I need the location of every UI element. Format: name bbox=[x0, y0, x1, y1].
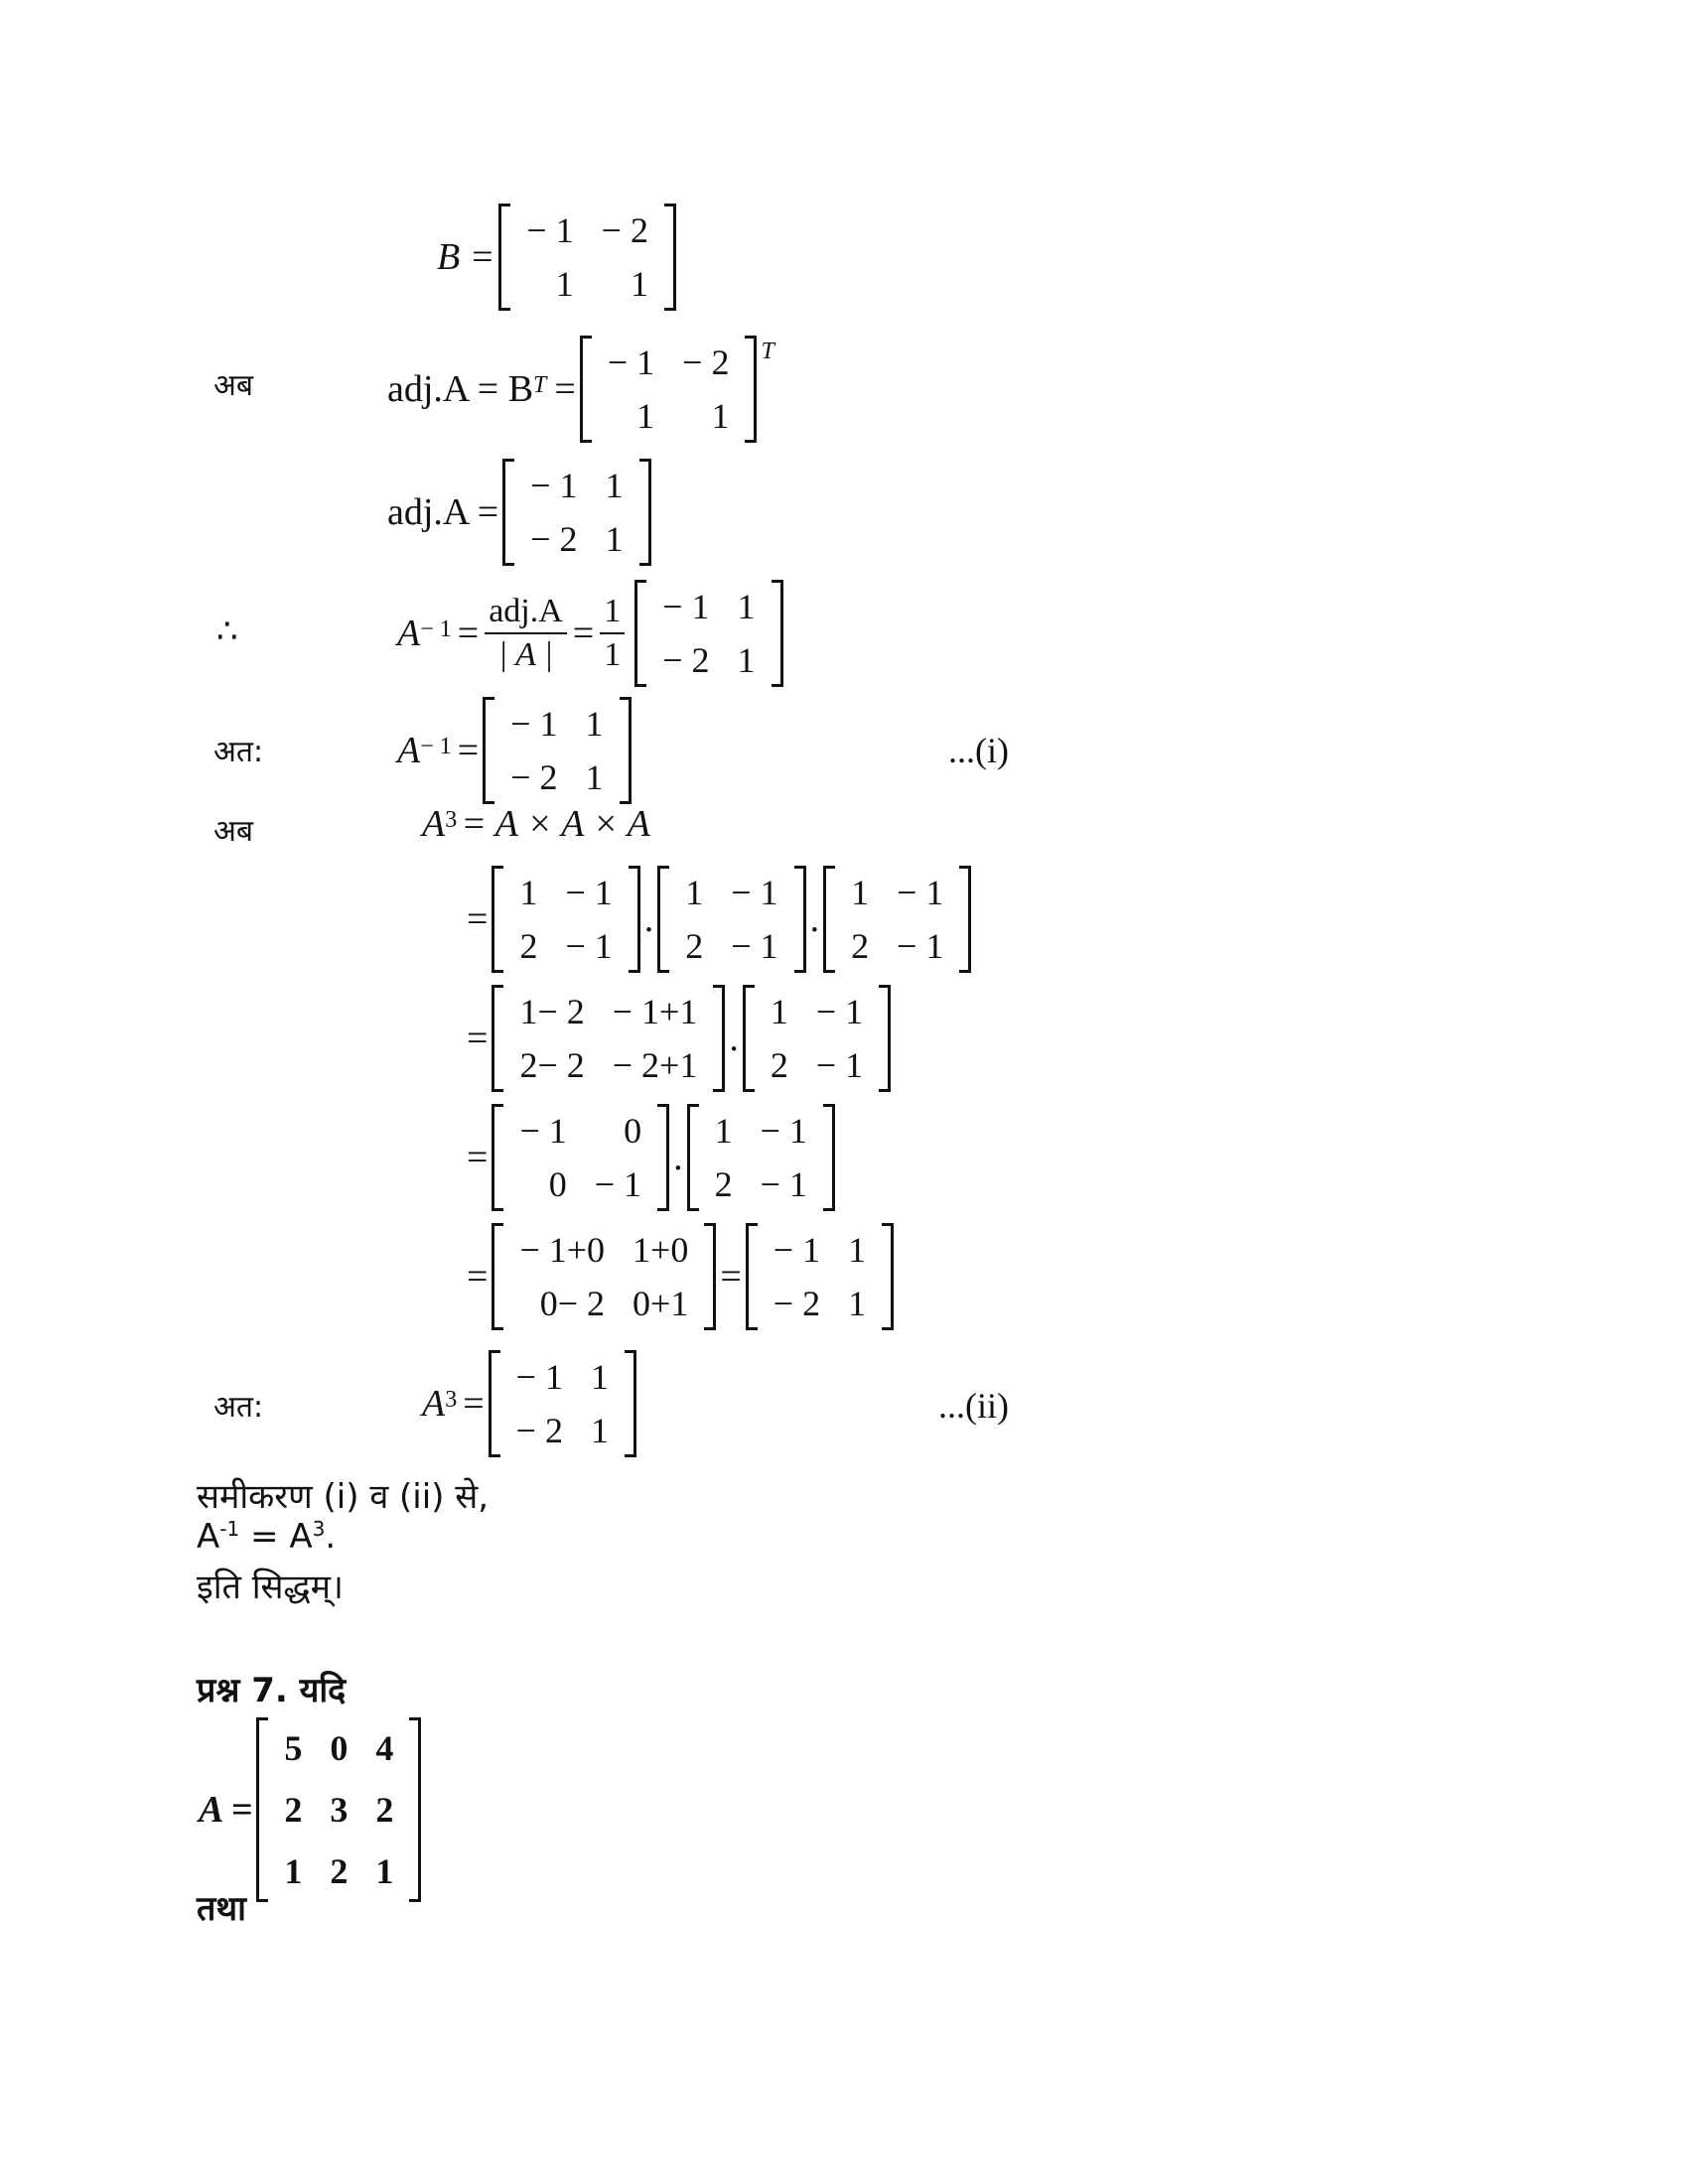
equation-number-i: ...(i) bbox=[948, 731, 1009, 770]
matrix-row bbox=[757, 1038, 877, 1092]
matrix-cell: 1 bbox=[685, 873, 704, 912]
b-lhs: B = bbox=[437, 236, 495, 278]
matrix-cell: 1 bbox=[848, 1284, 867, 1323]
matrix-table bbox=[505, 1104, 655, 1211]
matrix-row bbox=[594, 336, 744, 389]
matrix-cell: 0 bbox=[330, 1728, 349, 1768]
matrix-row bbox=[760, 1223, 880, 1277]
equation-number-ii: ...(ii) bbox=[938, 1386, 1009, 1426]
matrix-step4-sum bbox=[492, 1223, 716, 1330]
matrix-table bbox=[594, 336, 744, 443]
matrix-cell: 2 bbox=[375, 1790, 394, 1830]
matrix-cell: − 2 bbox=[682, 342, 730, 382]
matrix-cell: 2 bbox=[685, 926, 704, 966]
matrix-cell: 1 bbox=[770, 992, 788, 1031]
matrix-cell: 1 bbox=[737, 640, 756, 680]
matrix-cell: 1 bbox=[555, 264, 574, 304]
matrix-cell: 2 bbox=[519, 926, 538, 966]
matrix-cell: 1 bbox=[585, 757, 604, 797]
matrix-adj-a bbox=[502, 459, 650, 566]
tatha-label: तथा bbox=[197, 1889, 246, 1929]
conclusion-line-3: इति सिद्धम्। bbox=[197, 1568, 344, 1607]
conclusion-eq-a: = A bbox=[239, 1517, 313, 1557]
matrix-cell: − 1 bbox=[594, 1164, 642, 1204]
dot-operator: . bbox=[729, 1018, 739, 1059]
matrix-cell: 2 bbox=[851, 926, 870, 966]
a-cube-row bbox=[422, 1350, 640, 1457]
matrix-row bbox=[594, 389, 744, 443]
matrix-cell: 0+1 bbox=[633, 1284, 689, 1323]
a-inverse-row bbox=[397, 697, 635, 804]
matrix-row bbox=[760, 1277, 880, 1330]
fraction-den: | A | bbox=[497, 636, 554, 673]
matrix-table bbox=[757, 985, 877, 1092]
matrix-row bbox=[505, 1104, 655, 1158]
matrix-step2-product bbox=[492, 985, 725, 1092]
matrix-inv-fraction bbox=[634, 580, 782, 687]
a3-lhs: A bbox=[422, 1383, 446, 1425]
matrix-cell: − 2 bbox=[515, 1411, 563, 1450]
matrix-cell: − 1 bbox=[731, 873, 778, 912]
matrix-cell: 1 bbox=[590, 1411, 609, 1450]
label-atah-1: अत: bbox=[213, 735, 264, 769]
eq-sign: = bbox=[467, 1137, 489, 1178]
matrix-table bbox=[505, 985, 711, 1092]
fraction-adj-over-det bbox=[485, 591, 567, 676]
conclusion-a: A bbox=[197, 1517, 220, 1557]
matrix-row bbox=[496, 697, 617, 751]
matrix-row bbox=[516, 459, 636, 512]
matrix-row bbox=[505, 919, 626, 973]
matrix-row bbox=[505, 1223, 702, 1277]
matrix-cell: − 1 bbox=[773, 1230, 821, 1270]
matrix-step3-product bbox=[492, 1104, 669, 1211]
adj-lhs: adj.A = bbox=[387, 491, 499, 533]
matrix-table bbox=[648, 580, 769, 687]
eq-sign: = bbox=[457, 613, 480, 654]
matrix-cell: − 1 bbox=[731, 926, 778, 966]
fraction-num: 1 bbox=[600, 591, 625, 634]
matrix-cell: 1 bbox=[851, 873, 870, 912]
matrix-cell: − 1+1 bbox=[612, 992, 698, 1031]
conclusion-sup-inverse: -1 bbox=[219, 1517, 240, 1541]
matrix-cell: 4 bbox=[375, 1728, 394, 1768]
matrix-cell: 2 bbox=[330, 1851, 349, 1891]
matrix-cell: − 1+0 bbox=[519, 1230, 606, 1270]
dot-operator: . bbox=[809, 898, 820, 940]
matrix-row bbox=[502, 1350, 623, 1404]
matrix-cell: − 2 bbox=[530, 519, 578, 559]
matrix-a-1 bbox=[492, 866, 639, 973]
matrix-cell: 2 bbox=[714, 1164, 733, 1204]
a-inverse-fraction-row bbox=[397, 580, 787, 687]
a-cube-def-row bbox=[422, 802, 650, 846]
eq-sign: = bbox=[467, 1018, 489, 1059]
ainv-lhs: A bbox=[397, 730, 421, 771]
matrix-row bbox=[505, 985, 711, 1038]
matrix-cell: − 1 bbox=[530, 466, 578, 505]
eq-sign: = bbox=[467, 1256, 489, 1297]
matrix-table bbox=[701, 1104, 821, 1211]
matrix-cell: 1 bbox=[585, 704, 604, 744]
step-3-row bbox=[467, 1104, 839, 1211]
b-matrix-row bbox=[437, 204, 680, 311]
adj-bt-eq: = bbox=[554, 368, 576, 410]
eq-sign: = bbox=[467, 898, 489, 940]
matrix-q7-a bbox=[256, 1717, 421, 1902]
matrix-b bbox=[498, 204, 676, 311]
matrix-cell: − 2 bbox=[510, 757, 558, 797]
a3-def: = A × A × A bbox=[461, 803, 650, 845]
matrix-cell: − 1 bbox=[565, 926, 613, 966]
matrix-table bbox=[270, 1717, 407, 1902]
step-4-row bbox=[467, 1223, 898, 1330]
matrix-cell: 0 bbox=[548, 1164, 567, 1204]
eq-sign: = bbox=[720, 1256, 742, 1297]
label-atah-2: अत: bbox=[213, 1390, 264, 1425]
matrix-row bbox=[701, 1104, 821, 1158]
transpose-sup: T bbox=[761, 338, 774, 364]
matrix-cell: 1+0 bbox=[633, 1230, 689, 1270]
ainv-lhs: A bbox=[397, 613, 421, 654]
matrix-cell: − 1 bbox=[607, 342, 655, 382]
eq-sign: = bbox=[457, 730, 480, 771]
matrix-a bbox=[687, 1104, 835, 1211]
matrix-cell: − 1 bbox=[565, 873, 613, 912]
matrix-cell: 1 bbox=[711, 396, 730, 436]
matrix-a-2 bbox=[657, 866, 805, 973]
matrix-row bbox=[671, 919, 791, 973]
matrix-cell: 1 bbox=[519, 873, 538, 912]
matrix-cell: − 2 bbox=[662, 640, 710, 680]
matrix-cell: − 1 bbox=[515, 1357, 563, 1397]
matrix-row bbox=[837, 866, 957, 919]
matrix-cell: − 1 bbox=[510, 704, 558, 744]
matrix-row bbox=[512, 257, 662, 311]
matrix-cell: 1 bbox=[737, 587, 756, 626]
matrix-cell: − 1 bbox=[662, 587, 710, 626]
matrix-a-cube bbox=[489, 1350, 636, 1457]
adj-bt-lhs: adj.A = B bbox=[387, 368, 534, 410]
matrix-row bbox=[671, 866, 791, 919]
matrix-table bbox=[496, 697, 617, 804]
matrix-cell: − 1 bbox=[897, 873, 944, 912]
matrix-cell: 2− 2 bbox=[519, 1045, 585, 1085]
a3-sup: 3 bbox=[445, 1386, 458, 1413]
conclusion-sup-cube: 3 bbox=[312, 1517, 326, 1541]
label-therefore: ∴ bbox=[216, 612, 238, 651]
dot-operator: . bbox=[673, 1137, 683, 1178]
matrix-row bbox=[648, 580, 769, 633]
matrix-row bbox=[270, 1841, 407, 1902]
ainv-sup: − 1 bbox=[420, 615, 452, 642]
matrix-cell: 1 bbox=[605, 466, 624, 505]
step-1-row bbox=[467, 866, 975, 973]
matrix-step4-result bbox=[746, 1223, 894, 1330]
matrix-row bbox=[701, 1158, 821, 1211]
matrix-row bbox=[505, 866, 626, 919]
matrix-a-inverse bbox=[483, 697, 631, 804]
matrix-table bbox=[837, 866, 957, 973]
matrix-cell: 1 bbox=[636, 396, 655, 436]
matrix-a bbox=[743, 985, 891, 1092]
step-2-row bbox=[467, 985, 895, 1092]
conclusion-period: . bbox=[325, 1517, 337, 1557]
eq-sign: = bbox=[572, 613, 595, 654]
adj-a-row bbox=[387, 459, 655, 566]
adj-bt-row bbox=[387, 336, 774, 443]
matrix-table bbox=[512, 204, 662, 311]
matrix-cell: 1 bbox=[605, 519, 624, 559]
matrix-row bbox=[270, 1717, 407, 1779]
matrix-cell: − 1 bbox=[519, 1111, 567, 1151]
fraction-den: 1 bbox=[604, 636, 622, 673]
matrix-row bbox=[757, 985, 877, 1038]
matrix-row bbox=[505, 1277, 702, 1330]
label-ab-2: अब bbox=[213, 814, 254, 849]
matrix-cell: 1− 2 bbox=[519, 992, 585, 1031]
q7-lhs: A = bbox=[199, 1789, 253, 1831]
matrix-bt bbox=[580, 336, 758, 443]
dot-operator: . bbox=[643, 898, 654, 940]
matrix-table bbox=[516, 459, 636, 566]
matrix-table bbox=[502, 1350, 623, 1457]
matrix-cell: 0− 2 bbox=[539, 1284, 606, 1323]
question-7-matrix-row bbox=[199, 1717, 425, 1902]
matrix-cell: 2 bbox=[770, 1045, 788, 1085]
matrix-table bbox=[671, 866, 791, 973]
matrix-cell: 1 bbox=[590, 1357, 609, 1397]
label-ab-1: अब bbox=[213, 368, 254, 403]
matrix-cell: 1 bbox=[848, 1230, 867, 1270]
fraction-num: adj.A bbox=[485, 591, 567, 634]
matrix-cell: − 1 bbox=[815, 1045, 864, 1085]
matrix-cell: − 2 bbox=[601, 210, 648, 250]
matrix-cell: 1 bbox=[375, 1851, 394, 1891]
matrix-cell: 0 bbox=[624, 1111, 642, 1151]
matrix-cell: − 1 bbox=[526, 210, 574, 250]
matrix-cell: 3 bbox=[330, 1790, 349, 1830]
fraction-one-over-one bbox=[600, 591, 625, 676]
matrix-row bbox=[516, 512, 636, 566]
bt-sup: T bbox=[533, 371, 547, 398]
matrix-cell: 1 bbox=[630, 264, 648, 304]
matrix-row bbox=[512, 204, 662, 257]
matrix-row bbox=[505, 1038, 711, 1092]
matrix-cell: − 2+1 bbox=[612, 1045, 698, 1085]
conclusion-line-2 bbox=[197, 1517, 336, 1557]
matrix-table bbox=[505, 866, 626, 973]
matrix-row bbox=[505, 1158, 655, 1211]
matrix-cell: − 2 bbox=[773, 1284, 821, 1323]
matrix-cell: 1 bbox=[284, 1851, 303, 1891]
matrix-cell: 5 bbox=[284, 1728, 303, 1768]
matrix-cell: − 1 bbox=[760, 1111, 807, 1151]
question-7-heading: प्रश्न 7. यदि bbox=[197, 1671, 347, 1710]
matrix-cell: − 1 bbox=[760, 1164, 807, 1204]
a3-lhs: A bbox=[422, 803, 446, 845]
eq-sign: = bbox=[463, 1383, 485, 1425]
matrix-table bbox=[760, 1223, 880, 1330]
matrix-cell: − 1 bbox=[815, 992, 864, 1031]
ainv-sup: − 1 bbox=[420, 733, 452, 759]
matrix-cell: 2 bbox=[284, 1790, 303, 1830]
matrix-row bbox=[837, 919, 957, 973]
matrix-row bbox=[502, 1404, 623, 1457]
matrix-a-3 bbox=[823, 866, 971, 973]
matrix-table bbox=[505, 1223, 702, 1330]
matrix-cell: − 1 bbox=[897, 926, 944, 966]
matrix-row bbox=[648, 633, 769, 687]
matrix-row bbox=[496, 751, 617, 804]
conclusion-line-1: समीकरण (i) व (ii) से, bbox=[197, 1477, 490, 1517]
a3-sup: 3 bbox=[445, 806, 458, 833]
matrix-row bbox=[270, 1779, 407, 1841]
matrix-cell: 1 bbox=[714, 1111, 733, 1151]
